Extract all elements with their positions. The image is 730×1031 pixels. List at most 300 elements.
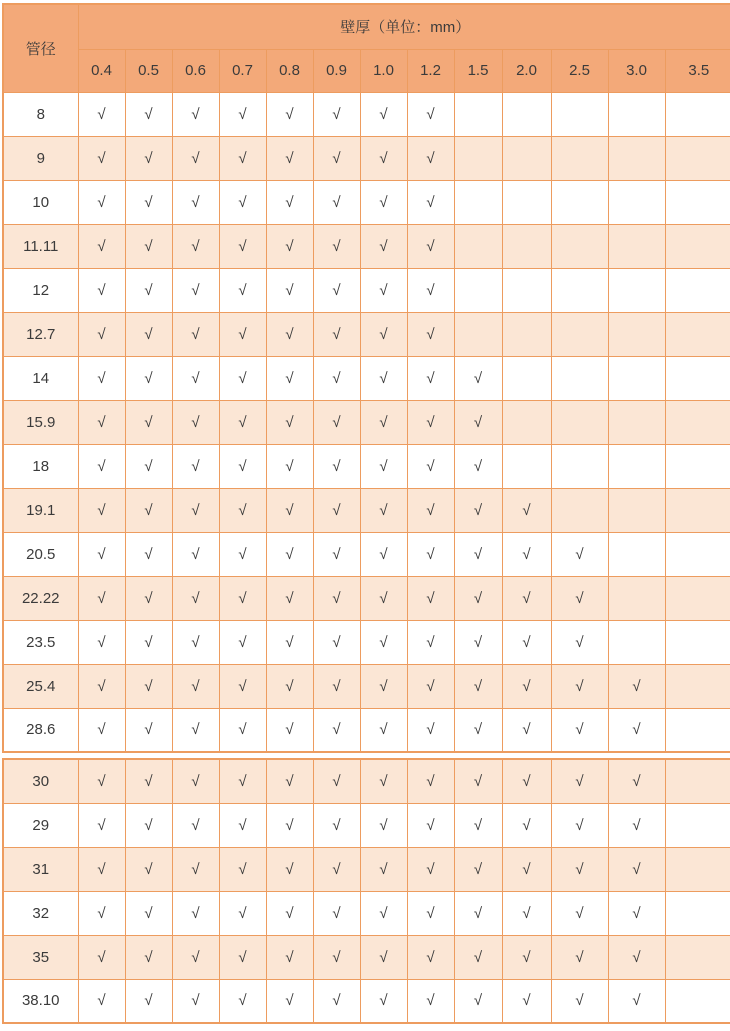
empty-cell bbox=[665, 620, 730, 664]
diameter-cell: 20.5 bbox=[3, 532, 78, 576]
check-cell: √ bbox=[454, 664, 502, 708]
check-cell: √ bbox=[608, 803, 665, 847]
check-cell: √ bbox=[360, 488, 407, 532]
check-cell: √ bbox=[219, 664, 266, 708]
check-cell: √ bbox=[125, 488, 172, 532]
diameter-cell: 31 bbox=[3, 847, 78, 891]
check-cell: √ bbox=[608, 935, 665, 979]
thickness-col-header: 3.5 bbox=[665, 49, 730, 92]
empty-cell bbox=[608, 576, 665, 620]
empty-cell bbox=[502, 400, 551, 444]
empty-cell bbox=[608, 620, 665, 664]
check-cell: √ bbox=[172, 847, 219, 891]
check-cell: √ bbox=[266, 312, 313, 356]
diameter-cell: 12.7 bbox=[3, 312, 78, 356]
check-cell: √ bbox=[551, 847, 608, 891]
check-cell: √ bbox=[219, 803, 266, 847]
check-cell: √ bbox=[125, 803, 172, 847]
check-cell: √ bbox=[313, 891, 360, 935]
check-cell: √ bbox=[78, 532, 125, 576]
thickness-col-header: 2.5 bbox=[551, 49, 608, 92]
check-cell: √ bbox=[125, 847, 172, 891]
check-cell: √ bbox=[313, 708, 360, 752]
check-cell: √ bbox=[608, 708, 665, 752]
check-cell: √ bbox=[125, 180, 172, 224]
check-cell: √ bbox=[313, 400, 360, 444]
empty-cell bbox=[665, 312, 730, 356]
check-cell: √ bbox=[360, 708, 407, 752]
check-cell: √ bbox=[78, 180, 125, 224]
empty-cell bbox=[608, 444, 665, 488]
check-cell: √ bbox=[360, 356, 407, 400]
check-cell: √ bbox=[454, 356, 502, 400]
check-cell: √ bbox=[266, 136, 313, 180]
check-cell: √ bbox=[551, 891, 608, 935]
check-cell: √ bbox=[360, 532, 407, 576]
check-cell: √ bbox=[360, 891, 407, 935]
spec-table-section-1 bbox=[2, 3, 730, 753]
check-cell: √ bbox=[313, 664, 360, 708]
table-row bbox=[3, 268, 730, 312]
check-cell: √ bbox=[125, 891, 172, 935]
check-cell: √ bbox=[172, 488, 219, 532]
check-cell: √ bbox=[78, 620, 125, 664]
empty-cell bbox=[502, 136, 551, 180]
check-cell: √ bbox=[266, 488, 313, 532]
check-cell: √ bbox=[502, 891, 551, 935]
check-cell: √ bbox=[172, 891, 219, 935]
check-cell: √ bbox=[407, 979, 454, 1023]
thickness-col-header: 1.2 bbox=[407, 49, 454, 92]
check-cell: √ bbox=[78, 312, 125, 356]
empty-cell bbox=[665, 488, 730, 532]
table-row bbox=[3, 400, 730, 444]
check-cell: √ bbox=[172, 759, 219, 803]
check-cell: √ bbox=[360, 620, 407, 664]
check-cell: √ bbox=[454, 759, 502, 803]
thickness-col-header: 3.0 bbox=[608, 49, 665, 92]
check-cell: √ bbox=[313, 620, 360, 664]
check-cell: √ bbox=[551, 708, 608, 752]
empty-cell bbox=[502, 312, 551, 356]
check-cell: √ bbox=[172, 576, 219, 620]
empty-cell bbox=[454, 180, 502, 224]
check-cell: √ bbox=[78, 92, 125, 136]
check-cell: √ bbox=[360, 935, 407, 979]
check-cell: √ bbox=[454, 803, 502, 847]
check-cell: √ bbox=[360, 400, 407, 444]
check-cell: √ bbox=[502, 576, 551, 620]
check-cell: √ bbox=[360, 312, 407, 356]
check-cell: √ bbox=[551, 664, 608, 708]
check-cell: √ bbox=[172, 620, 219, 664]
check-cell: √ bbox=[266, 664, 313, 708]
check-cell: √ bbox=[125, 576, 172, 620]
check-cell: √ bbox=[407, 268, 454, 312]
table-row bbox=[3, 979, 730, 1023]
check-cell: √ bbox=[407, 891, 454, 935]
check-cell: √ bbox=[407, 136, 454, 180]
check-cell: √ bbox=[172, 180, 219, 224]
check-cell: √ bbox=[78, 664, 125, 708]
empty-cell bbox=[502, 268, 551, 312]
empty-cell bbox=[608, 400, 665, 444]
table-row bbox=[3, 708, 730, 752]
empty-cell bbox=[665, 400, 730, 444]
check-cell: √ bbox=[502, 979, 551, 1023]
check-cell: √ bbox=[608, 979, 665, 1023]
check-cell: √ bbox=[551, 576, 608, 620]
check-cell: √ bbox=[313, 224, 360, 268]
check-cell: √ bbox=[454, 576, 502, 620]
empty-cell bbox=[665, 759, 730, 803]
empty-cell bbox=[665, 803, 730, 847]
check-cell: √ bbox=[78, 576, 125, 620]
diameter-cell: 22.22 bbox=[3, 576, 78, 620]
check-cell: √ bbox=[502, 708, 551, 752]
thickness-group-header: 壁厚（单位：mm） bbox=[78, 4, 730, 49]
check-cell: √ bbox=[172, 803, 219, 847]
check-cell: √ bbox=[172, 664, 219, 708]
table-row bbox=[3, 891, 730, 935]
table-row bbox=[3, 620, 730, 664]
check-cell: √ bbox=[360, 136, 407, 180]
table-row bbox=[3, 488, 730, 532]
check-cell: √ bbox=[502, 803, 551, 847]
check-cell: √ bbox=[125, 224, 172, 268]
table-row bbox=[3, 759, 730, 803]
empty-cell bbox=[608, 268, 665, 312]
empty-cell bbox=[551, 92, 608, 136]
empty-cell bbox=[551, 312, 608, 356]
check-cell: √ bbox=[454, 532, 502, 576]
check-cell: √ bbox=[125, 708, 172, 752]
table-row bbox=[3, 92, 730, 136]
check-cell: √ bbox=[172, 935, 219, 979]
check-cell: √ bbox=[313, 803, 360, 847]
check-cell: √ bbox=[608, 759, 665, 803]
check-cell: √ bbox=[313, 935, 360, 979]
check-cell: √ bbox=[266, 620, 313, 664]
check-cell: √ bbox=[502, 664, 551, 708]
check-cell: √ bbox=[172, 136, 219, 180]
table-row bbox=[3, 180, 730, 224]
diameter-cell: 8 bbox=[3, 92, 78, 136]
diameter-cell: 11.11 bbox=[3, 224, 78, 268]
check-cell: √ bbox=[266, 708, 313, 752]
check-cell: √ bbox=[313, 312, 360, 356]
check-cell: √ bbox=[266, 532, 313, 576]
empty-cell bbox=[454, 224, 502, 268]
check-cell: √ bbox=[454, 891, 502, 935]
check-cell: √ bbox=[266, 92, 313, 136]
diameter-cell: 28.6 bbox=[3, 708, 78, 752]
check-cell: √ bbox=[78, 708, 125, 752]
check-cell: √ bbox=[219, 92, 266, 136]
diameter-cell: 14 bbox=[3, 356, 78, 400]
spec-table-section-2 bbox=[2, 758, 730, 1024]
empty-cell bbox=[608, 532, 665, 576]
check-cell: √ bbox=[407, 664, 454, 708]
empty-cell bbox=[551, 180, 608, 224]
check-cell: √ bbox=[219, 935, 266, 979]
check-cell: √ bbox=[78, 935, 125, 979]
check-cell: √ bbox=[313, 268, 360, 312]
check-cell: √ bbox=[172, 444, 219, 488]
empty-cell bbox=[551, 444, 608, 488]
check-cell: √ bbox=[219, 180, 266, 224]
check-cell: √ bbox=[360, 224, 407, 268]
check-cell: √ bbox=[502, 620, 551, 664]
table-row bbox=[3, 312, 730, 356]
thickness-col-header: 1.0 bbox=[360, 49, 407, 92]
check-cell: √ bbox=[360, 759, 407, 803]
empty-cell bbox=[665, 92, 730, 136]
check-cell: √ bbox=[172, 268, 219, 312]
empty-cell bbox=[665, 664, 730, 708]
check-cell: √ bbox=[219, 532, 266, 576]
check-cell: √ bbox=[407, 224, 454, 268]
check-cell: √ bbox=[313, 444, 360, 488]
diameter-header: 管径 bbox=[3, 4, 78, 92]
thickness-col-header: 0.6 bbox=[172, 49, 219, 92]
check-cell: √ bbox=[360, 847, 407, 891]
empty-cell bbox=[454, 92, 502, 136]
table-row bbox=[3, 935, 730, 979]
diameter-cell: 35 bbox=[3, 935, 78, 979]
empty-cell bbox=[665, 136, 730, 180]
empty-cell bbox=[665, 356, 730, 400]
check-cell: √ bbox=[125, 532, 172, 576]
thickness-col-header: 2.0 bbox=[502, 49, 551, 92]
empty-cell bbox=[665, 708, 730, 752]
check-cell: √ bbox=[266, 400, 313, 444]
check-cell: √ bbox=[219, 136, 266, 180]
table-row bbox=[3, 224, 730, 268]
empty-cell bbox=[665, 444, 730, 488]
check-cell: √ bbox=[78, 268, 125, 312]
check-cell: √ bbox=[313, 92, 360, 136]
check-cell: √ bbox=[407, 180, 454, 224]
check-cell: √ bbox=[407, 759, 454, 803]
table-row bbox=[3, 444, 730, 488]
check-cell: √ bbox=[219, 400, 266, 444]
check-cell: √ bbox=[454, 620, 502, 664]
empty-cell bbox=[502, 444, 551, 488]
check-cell: √ bbox=[454, 444, 502, 488]
check-cell: √ bbox=[360, 979, 407, 1023]
check-cell: √ bbox=[360, 92, 407, 136]
thickness-columns-row bbox=[3, 49, 730, 92]
check-cell: √ bbox=[172, 532, 219, 576]
check-cell: √ bbox=[407, 488, 454, 532]
diameter-cell: 32 bbox=[3, 891, 78, 935]
check-cell: √ bbox=[313, 979, 360, 1023]
check-cell: √ bbox=[360, 803, 407, 847]
empty-cell bbox=[665, 935, 730, 979]
empty-cell bbox=[551, 224, 608, 268]
check-cell: √ bbox=[454, 708, 502, 752]
check-cell: √ bbox=[608, 664, 665, 708]
check-cell: √ bbox=[78, 224, 125, 268]
empty-cell bbox=[551, 136, 608, 180]
table-row bbox=[3, 136, 730, 180]
check-cell: √ bbox=[360, 444, 407, 488]
empty-cell bbox=[551, 400, 608, 444]
empty-cell bbox=[665, 532, 730, 576]
check-cell: √ bbox=[313, 532, 360, 576]
check-cell: √ bbox=[78, 400, 125, 444]
check-cell: √ bbox=[219, 356, 266, 400]
empty-cell bbox=[665, 180, 730, 224]
check-cell: √ bbox=[219, 708, 266, 752]
check-cell: √ bbox=[266, 759, 313, 803]
table-row bbox=[3, 847, 730, 891]
check-cell: √ bbox=[78, 356, 125, 400]
check-cell: √ bbox=[125, 136, 172, 180]
diameter-cell: 23.5 bbox=[3, 620, 78, 664]
check-cell: √ bbox=[454, 935, 502, 979]
check-cell: √ bbox=[266, 803, 313, 847]
check-cell: √ bbox=[219, 620, 266, 664]
check-cell: √ bbox=[313, 488, 360, 532]
check-cell: √ bbox=[551, 803, 608, 847]
thickness-col-header: 0.7 bbox=[219, 49, 266, 92]
check-cell: √ bbox=[313, 576, 360, 620]
check-cell: √ bbox=[172, 312, 219, 356]
check-cell: √ bbox=[172, 92, 219, 136]
table-row bbox=[3, 664, 730, 708]
empty-cell bbox=[608, 224, 665, 268]
diameter-cell: 15.9 bbox=[3, 400, 78, 444]
check-cell: √ bbox=[313, 847, 360, 891]
check-cell: √ bbox=[172, 979, 219, 1023]
thickness-col-header: 0.8 bbox=[266, 49, 313, 92]
check-cell: √ bbox=[407, 400, 454, 444]
check-cell: √ bbox=[454, 400, 502, 444]
check-cell: √ bbox=[78, 803, 125, 847]
thickness-col-header: 0.9 bbox=[313, 49, 360, 92]
check-cell: √ bbox=[125, 664, 172, 708]
empty-cell bbox=[454, 136, 502, 180]
check-cell: √ bbox=[172, 708, 219, 752]
check-cell: √ bbox=[78, 488, 125, 532]
table-row bbox=[3, 803, 730, 847]
group-header-row bbox=[3, 4, 730, 49]
check-cell: √ bbox=[219, 979, 266, 1023]
diameter-cell: 19.1 bbox=[3, 488, 78, 532]
empty-cell bbox=[665, 224, 730, 268]
check-cell: √ bbox=[78, 759, 125, 803]
check-cell: √ bbox=[502, 488, 551, 532]
check-cell: √ bbox=[313, 136, 360, 180]
empty-cell bbox=[608, 136, 665, 180]
check-cell: √ bbox=[407, 708, 454, 752]
check-cell: √ bbox=[219, 224, 266, 268]
empty-cell bbox=[665, 576, 730, 620]
diameter-cell: 38.10 bbox=[3, 979, 78, 1023]
thickness-col-header: 0.5 bbox=[125, 49, 172, 92]
check-cell: √ bbox=[125, 356, 172, 400]
check-cell: √ bbox=[172, 400, 219, 444]
check-cell: √ bbox=[551, 935, 608, 979]
check-cell: √ bbox=[502, 759, 551, 803]
empty-cell bbox=[551, 268, 608, 312]
empty-cell bbox=[551, 356, 608, 400]
diameter-cell: 10 bbox=[3, 180, 78, 224]
check-cell: √ bbox=[172, 356, 219, 400]
check-cell: √ bbox=[313, 180, 360, 224]
check-cell: √ bbox=[219, 759, 266, 803]
thickness-col-header: 1.5 bbox=[454, 49, 502, 92]
empty-cell bbox=[454, 268, 502, 312]
check-cell: √ bbox=[407, 356, 454, 400]
diameter-cell: 18 bbox=[3, 444, 78, 488]
check-cell: √ bbox=[266, 891, 313, 935]
empty-cell bbox=[502, 92, 551, 136]
diameter-cell: 12 bbox=[3, 268, 78, 312]
check-cell: √ bbox=[78, 847, 125, 891]
empty-cell bbox=[502, 224, 551, 268]
check-cell: √ bbox=[266, 268, 313, 312]
diameter-cell: 30 bbox=[3, 759, 78, 803]
check-cell: √ bbox=[551, 532, 608, 576]
empty-cell bbox=[608, 356, 665, 400]
check-cell: √ bbox=[266, 224, 313, 268]
check-cell: √ bbox=[407, 620, 454, 664]
check-cell: √ bbox=[125, 759, 172, 803]
check-cell: √ bbox=[313, 356, 360, 400]
empty-cell bbox=[454, 312, 502, 356]
check-cell: √ bbox=[266, 847, 313, 891]
empty-cell bbox=[502, 180, 551, 224]
check-cell: √ bbox=[313, 759, 360, 803]
check-cell: √ bbox=[551, 979, 608, 1023]
check-cell: √ bbox=[78, 891, 125, 935]
check-cell: √ bbox=[172, 224, 219, 268]
check-cell: √ bbox=[125, 935, 172, 979]
check-cell: √ bbox=[266, 979, 313, 1023]
check-cell: √ bbox=[125, 620, 172, 664]
empty-cell bbox=[608, 92, 665, 136]
check-cell: √ bbox=[125, 312, 172, 356]
check-cell: √ bbox=[502, 847, 551, 891]
diameter-cell: 9 bbox=[3, 136, 78, 180]
check-cell: √ bbox=[219, 576, 266, 620]
check-cell: √ bbox=[360, 576, 407, 620]
check-cell: √ bbox=[219, 891, 266, 935]
empty-cell bbox=[665, 847, 730, 891]
thickness-col-header: 0.4 bbox=[78, 49, 125, 92]
check-cell: √ bbox=[219, 847, 266, 891]
table-body-section-2 bbox=[3, 759, 730, 1023]
table-row bbox=[3, 356, 730, 400]
check-cell: √ bbox=[266, 180, 313, 224]
check-cell: √ bbox=[407, 576, 454, 620]
check-cell: √ bbox=[407, 847, 454, 891]
check-cell: √ bbox=[360, 268, 407, 312]
check-cell: √ bbox=[219, 444, 266, 488]
check-cell: √ bbox=[360, 180, 407, 224]
check-cell: √ bbox=[407, 803, 454, 847]
empty-cell bbox=[551, 488, 608, 532]
check-cell: √ bbox=[219, 488, 266, 532]
check-cell: √ bbox=[78, 136, 125, 180]
check-cell: √ bbox=[125, 400, 172, 444]
empty-cell bbox=[665, 891, 730, 935]
check-cell: √ bbox=[407, 444, 454, 488]
table-header bbox=[3, 4, 730, 92]
